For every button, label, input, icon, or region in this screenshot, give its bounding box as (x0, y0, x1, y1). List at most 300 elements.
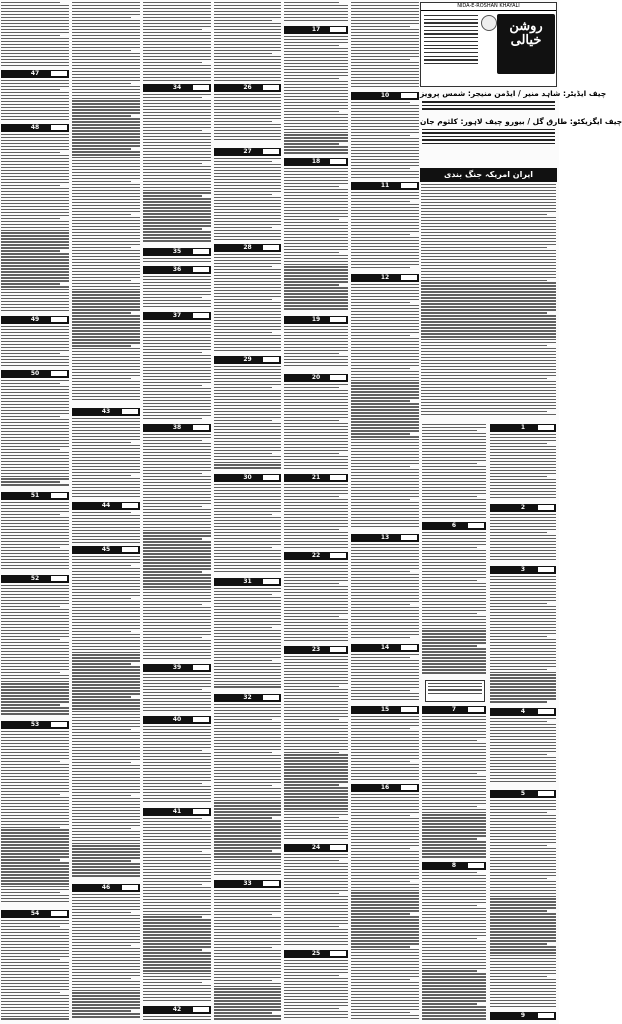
text-line (351, 722, 419, 723)
text-line (143, 458, 211, 459)
text-line (351, 35, 419, 36)
text-line (284, 941, 348, 942)
text-line (351, 830, 419, 831)
text-line (143, 2, 211, 3)
text-line (72, 375, 140, 376)
text-line (490, 636, 547, 637)
text-line (422, 550, 486, 551)
text-line (351, 80, 419, 81)
text-line (284, 105, 348, 106)
text-line (351, 988, 419, 989)
text-line (284, 565, 348, 566)
text-line (143, 337, 211, 338)
text-line (490, 680, 556, 681)
text-line (143, 821, 211, 822)
text-line (284, 140, 348, 141)
text-line (72, 86, 140, 87)
text-line (1, 389, 69, 390)
text-line (284, 84, 348, 85)
text-line (143, 631, 211, 632)
text-line (143, 601, 211, 602)
text-line (214, 782, 281, 783)
text-line (284, 57, 348, 58)
text-line (1, 215, 69, 216)
text-line (72, 463, 140, 464)
text-line (422, 761, 486, 762)
text-line (1, 749, 69, 750)
text-line (143, 973, 211, 974)
text-line (351, 884, 419, 885)
text-line (422, 976, 486, 977)
text-line (214, 393, 281, 394)
text-line (72, 387, 140, 388)
text-line (143, 839, 211, 840)
text-line (72, 333, 140, 334)
text-line (143, 780, 211, 781)
text-line (143, 133, 211, 134)
text-line (1, 740, 69, 741)
text-line (143, 701, 211, 702)
classified-header-2: 2 (490, 504, 556, 512)
text-line (1, 992, 60, 993)
text-line (72, 357, 140, 358)
text-line (351, 83, 419, 84)
text-line (422, 814, 486, 815)
text-line (284, 490, 348, 491)
text-line (1, 636, 69, 637)
text-line (422, 923, 486, 924)
text-line (351, 353, 419, 354)
text-line (1, 350, 69, 351)
text-line (422, 1000, 486, 1001)
text-line (284, 207, 348, 208)
text-line (351, 177, 419, 178)
text-line (351, 478, 419, 479)
text-line (422, 463, 477, 464)
text-line (214, 899, 281, 900)
text-line (72, 274, 140, 275)
text-line (422, 856, 486, 857)
text-line (1, 547, 60, 548)
text-line (143, 677, 211, 678)
text-line (72, 17, 131, 18)
text-line (143, 899, 211, 900)
text-line (1, 585, 69, 586)
text-line (143, 464, 211, 465)
text-line (1, 980, 69, 981)
classified-header-49: 49 (1, 316, 69, 324)
text-line (422, 439, 486, 440)
text-line (1, 880, 69, 881)
text-line (72, 909, 140, 910)
text-line (422, 544, 486, 545)
text-line (1, 648, 69, 649)
text-line (351, 943, 419, 944)
text-line (72, 828, 131, 829)
text-line (1, 642, 69, 643)
text-line (143, 261, 211, 262)
text-line (72, 271, 140, 272)
text-line (214, 532, 281, 533)
text-line (422, 651, 486, 652)
text-line (422, 890, 486, 891)
text-line (284, 993, 348, 994)
text-line (284, 743, 348, 744)
text-line (214, 559, 281, 560)
text-line (214, 856, 281, 857)
text-line (1, 230, 69, 231)
text-line (422, 493, 486, 494)
text-line (143, 207, 211, 208)
text-line (72, 421, 140, 422)
text-line (72, 998, 140, 999)
text-line (143, 922, 211, 923)
text-line (143, 385, 202, 386)
text-line (351, 302, 410, 303)
text-line (351, 71, 419, 72)
text-line (72, 894, 140, 895)
text-line (351, 59, 410, 60)
text-line (422, 1006, 486, 1007)
text-line (490, 470, 556, 471)
text-line (1, 594, 69, 595)
text-line (214, 441, 281, 442)
text-line (1, 797, 69, 798)
text-line (1, 752, 69, 753)
text-line (1, 517, 69, 518)
text-line (214, 817, 272, 818)
text-line (422, 779, 486, 780)
text-line (351, 222, 419, 223)
text-line (284, 51, 348, 52)
text-line (72, 223, 140, 224)
text-line (1, 794, 60, 795)
text-line (72, 363, 140, 364)
text-line (284, 511, 348, 512)
text-line (351, 329, 419, 330)
text-line (143, 160, 211, 161)
text-line (214, 121, 272, 122)
text-line (490, 689, 556, 690)
text-line (1, 806, 69, 807)
text-line (143, 692, 211, 693)
text-line (214, 538, 281, 539)
text-line (490, 901, 556, 902)
text-line (1, 259, 69, 260)
text-line (284, 875, 348, 876)
text-line (284, 674, 348, 675)
text-line (1, 176, 69, 177)
text-line (143, 118, 211, 119)
text-line (1, 62, 69, 63)
text-line (143, 80, 211, 81)
text-line (490, 654, 556, 655)
text-line (143, 163, 202, 164)
text-line (490, 449, 556, 450)
text-line (351, 743, 419, 744)
classified-header-34: 34 (143, 84, 211, 92)
text-line (284, 508, 348, 509)
text-line (490, 928, 556, 929)
text-line (143, 17, 211, 18)
text-line (1, 464, 69, 465)
text-line (214, 983, 281, 984)
bureau-line: چیف ایگزیکٹو: طارق گل / بیورو چیف لاہور: کلثوم جان (420, 116, 622, 126)
text-line (214, 278, 281, 279)
text-line (72, 660, 140, 661)
text-line (72, 562, 140, 563)
text-line (72, 533, 140, 534)
text-line (1, 161, 69, 162)
text-line (1, 962, 69, 963)
text-line (1, 698, 69, 699)
text-line (214, 2, 281, 3)
text-line (214, 547, 272, 548)
text-line (422, 595, 486, 596)
text-line (143, 77, 211, 78)
text-line (214, 862, 281, 863)
text-line (143, 634, 211, 635)
text-line (422, 947, 486, 948)
text-line (422, 541, 486, 542)
classified-text-block (283, 384, 349, 472)
text-line (72, 283, 140, 284)
text-line (143, 637, 202, 638)
text-line (143, 789, 211, 790)
text-line (284, 616, 339, 617)
text-line (72, 580, 140, 581)
text-line (351, 219, 419, 220)
text-line (351, 493, 419, 494)
text-line (143, 53, 211, 54)
text-line (1, 398, 69, 399)
text-line (351, 466, 410, 467)
text-line (72, 903, 140, 904)
text-line (1, 535, 69, 536)
text-line (284, 456, 348, 457)
classified-text-block (213, 588, 282, 692)
text-line (284, 592, 348, 593)
text-line (214, 94, 281, 95)
text-line (284, 308, 348, 309)
text-line (1, 95, 69, 96)
text-line (351, 508, 419, 509)
text-line (214, 749, 281, 750)
text-line (214, 444, 281, 445)
text-line (214, 535, 281, 536)
text-line (351, 120, 419, 121)
text-line (143, 240, 211, 241)
text-line (351, 126, 419, 127)
text-line (143, 11, 211, 12)
text-line (490, 937, 556, 938)
text-line (143, 285, 211, 286)
text-line (351, 818, 419, 819)
text-line (351, 394, 419, 395)
text-line (143, 610, 211, 611)
text-line (422, 791, 486, 792)
text-line (284, 671, 348, 672)
text-line (214, 350, 281, 351)
text-line (422, 633, 486, 634)
text-line (490, 523, 556, 524)
classified-header-7: 7 (422, 706, 486, 714)
text-line (72, 475, 131, 476)
text-line (1, 710, 69, 711)
text-line (72, 732, 140, 733)
text-line (422, 568, 486, 569)
text-line (1, 197, 69, 198)
text-line (422, 636, 486, 637)
text-line (284, 772, 348, 773)
text-line (72, 478, 140, 479)
classified-header-43: 43 (72, 408, 140, 416)
text-line (422, 654, 486, 655)
text-line (422, 850, 486, 851)
text-line (214, 986, 281, 987)
text-line (72, 556, 140, 557)
text-line (351, 660, 419, 661)
classified-text-block (142, 818, 212, 1004)
text-line (214, 820, 281, 821)
text-line (351, 854, 419, 855)
text-line (72, 196, 140, 197)
text-line (143, 190, 211, 191)
classified-text-block (283, 484, 349, 550)
text-line (72, 68, 140, 69)
text-line (351, 690, 410, 691)
text-line (284, 408, 348, 409)
text-line (422, 829, 486, 830)
text-line (284, 258, 348, 259)
text-line (1, 362, 69, 363)
text-line (284, 335, 348, 336)
text-line (1, 194, 69, 195)
text-line (351, 11, 419, 12)
text-line (214, 841, 281, 842)
text-line (284, 757, 348, 758)
text-line (422, 442, 486, 443)
text-line (351, 201, 410, 202)
text-line (1, 119, 69, 120)
text-line (490, 881, 556, 882)
text-line (143, 127, 211, 128)
text-line (72, 951, 140, 952)
text-line (490, 718, 556, 719)
text-line (351, 305, 419, 306)
text-line (72, 133, 140, 134)
text-line (351, 448, 419, 449)
text-line (284, 72, 348, 73)
text-line (284, 634, 348, 635)
classified-text-block (0, 502, 70, 572)
text-line (351, 719, 419, 720)
text-line (72, 238, 140, 239)
text-line (214, 953, 281, 954)
text-line (1, 149, 69, 150)
text-line (1, 224, 69, 225)
text-line (72, 439, 140, 440)
text-line (490, 806, 556, 807)
classified-text-block (350, 794, 420, 1022)
text-line (284, 680, 348, 681)
text-line (143, 619, 211, 620)
text-line (351, 74, 419, 75)
text-line (1, 618, 69, 619)
text-line (422, 571, 486, 572)
text-line (490, 686, 556, 687)
text-line (72, 583, 140, 584)
text-line (490, 724, 556, 725)
text-line (143, 178, 211, 179)
text-line (214, 332, 272, 333)
text-line (143, 604, 202, 605)
text-line (351, 454, 419, 455)
text-line (284, 787, 348, 788)
text-line (72, 481, 140, 482)
text-line (214, 47, 281, 48)
text-line (72, 948, 140, 949)
text-line (351, 162, 419, 163)
text-line (490, 949, 556, 950)
text-line (351, 237, 419, 238)
text-line (214, 29, 281, 30)
text-line (490, 618, 556, 619)
column-a (0, 0, 70, 1024)
text-line (143, 792, 211, 793)
text-line (284, 45, 339, 46)
text-line (214, 417, 281, 418)
text-line (214, 59, 281, 60)
text-line (214, 50, 281, 51)
text-line (422, 832, 486, 833)
text-line (284, 1005, 348, 1006)
text-line (1, 746, 69, 747)
text-line (351, 568, 419, 569)
text-line (214, 636, 281, 637)
text-line (214, 438, 281, 439)
text-line (214, 20, 272, 21)
text-line (143, 801, 211, 802)
text-line (143, 544, 211, 545)
text-line (351, 949, 419, 950)
text-line (1, 277, 69, 278)
text-line (214, 773, 281, 774)
text-line (351, 1015, 419, 1016)
text-line (284, 963, 348, 964)
text-line (143, 491, 211, 492)
text-line (72, 29, 140, 30)
text-line (1, 283, 60, 284)
text-line (351, 907, 419, 908)
text-line (214, 645, 281, 646)
text-line (284, 414, 348, 415)
text-line (214, 917, 281, 918)
classified-header-51: 51 (1, 492, 69, 500)
text-line (284, 438, 348, 439)
text-line (1, 695, 69, 696)
text-line (143, 388, 211, 389)
text-line (214, 520, 281, 521)
text-line (284, 168, 348, 169)
text-line (214, 1012, 272, 1013)
text-line (351, 499, 410, 500)
text-line (72, 912, 131, 913)
text-line (143, 753, 211, 754)
text-line (72, 145, 140, 146)
text-line (214, 432, 281, 433)
text-line (214, 173, 281, 174)
